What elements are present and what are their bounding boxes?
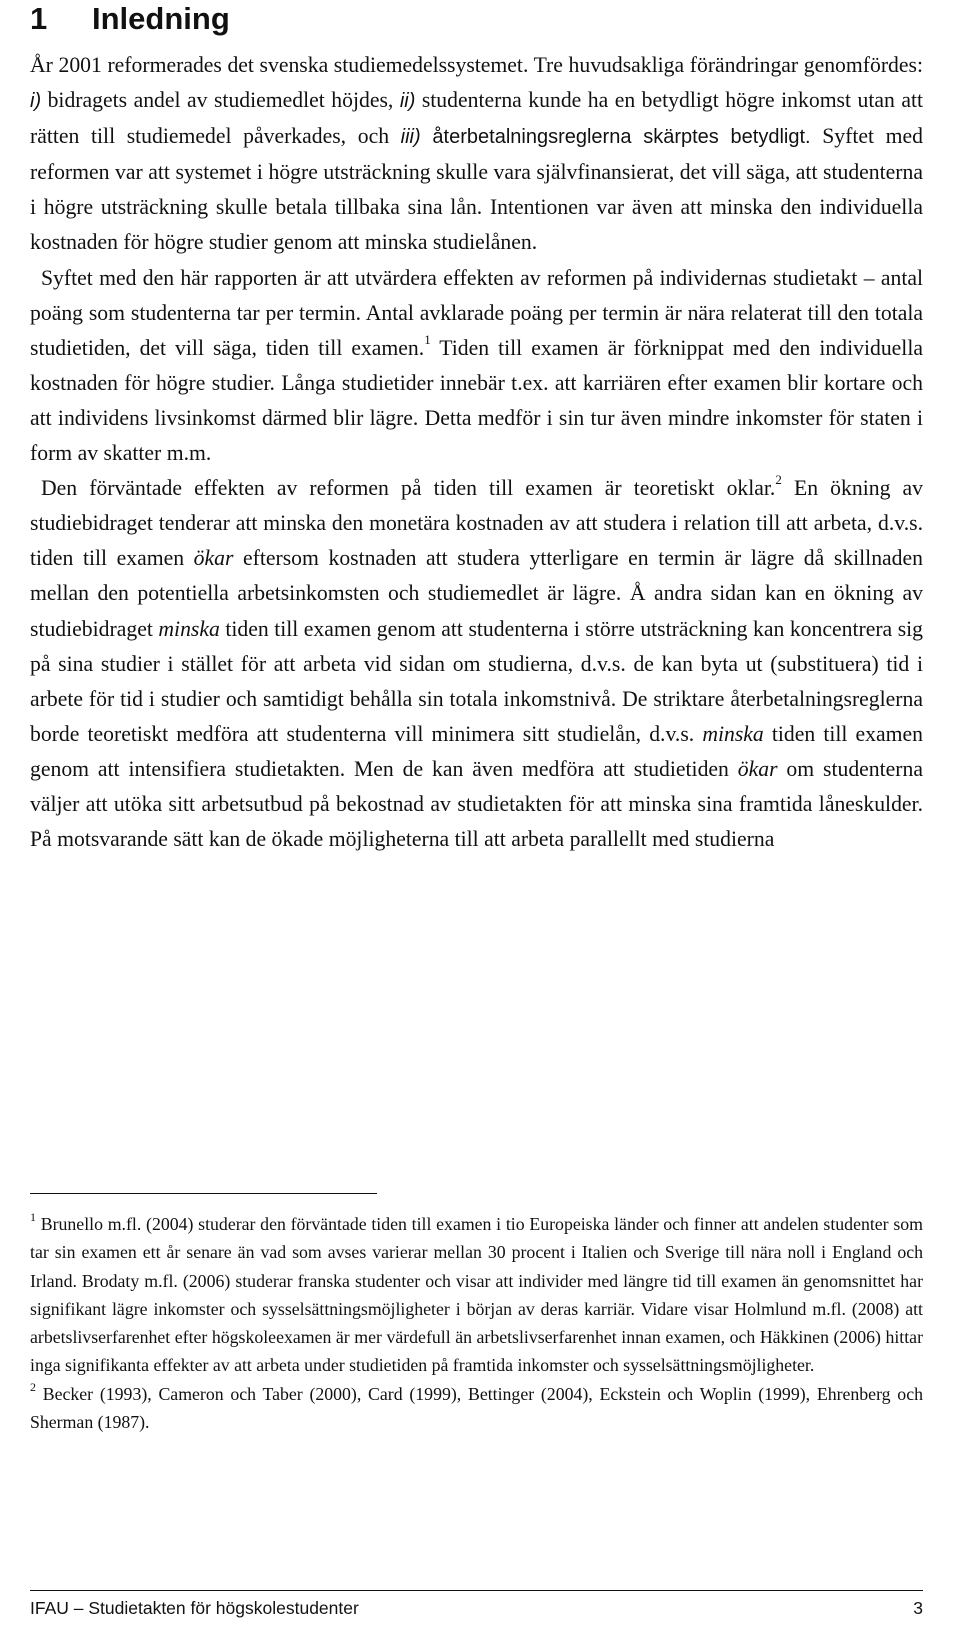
page-number: 3: [913, 1598, 923, 1618]
footnote-ref[interactable]: 1: [424, 331, 431, 347]
text-run: En ökning av studiebidraget tenderar att minska den monetära kostnaden av att studera i relation till att arbeta, d.v.s. tiden till examen: [30, 476, 923, 571]
text-run: Den förväntade effekten av reformen på tiden till examen är teoretiskt oklar.: [41, 476, 776, 501]
enum-marker: i): [30, 90, 42, 113]
text-run: Syftet med den här rapporten är att utvärdera effekten av reformen på individernas studietakt – antal poäng som studenterna tar per termin. Antal avklarade poäng per termin är nära relaterat till den totala studietiden, det vill säga, tiden till examen.: [30, 265, 923, 360]
footnote-number: 2: [30, 1379, 36, 1394]
paragraph-2: [30, 261, 923, 472]
document-page: [30, 0, 923, 857]
emphasis: ökar: [193, 546, 234, 571]
section-title: Inledning: [92, 1, 230, 36]
text-run: om studenterna väljer att utöka sitt arbetsutbud på bekostnad av studietakten för att minska sina framtida låneskulder. På motsvarande sätt kan de ökade möjligheterna till att arbeta parallellt med studierna: [30, 756, 923, 852]
body-text: [30, 48, 923, 857]
footnotes: [30, 1210, 923, 1436]
emphasis: minska: [702, 721, 764, 746]
section-number: 1: [30, 1, 48, 36]
footnote-2: [30, 1380, 923, 1437]
footer-separator: [30, 1590, 923, 1591]
paragraph-1: [30, 48, 923, 261]
section-heading: [30, 0, 923, 38]
text-run: studenterna kunde ha en betydligt högre inkomst utan att rätten till studiemedel påverkades, och: [30, 88, 924, 149]
footnote-number: 1: [30, 1210, 36, 1225]
footnote-text: Brunello m.fl. (2004) studerar den förväntade tiden till examen i tio Europeiska länder och finner att andelen studenter som tar sin examen ett år senare än vad som avses varierar mellan 30 procent i Italien och Sverige till nära noll i England och Irland. Brodaty m.fl. (2006) studerar franska studenter och visar att individer med längre tid till examen än genomsnittet har signifikant lägre inkomster och sysselsättningsmöjligheter i början av deras karriär. Vidare visar Holmlund m.fl. (2008) att arbetslivserfarenhet efter högskoleexamen är mer värdefull än arbetslivserfarenhet innan examen, och Häkkinen (2006) hittar inga signifikanta effekter av att arbeta under studietiden på framtida inkomster och sysselsättningsmöjligheter.: [30, 1214, 923, 1376]
text-run: År 2001 reformerades det svenska studiemedelssystemet. Tre huvudsakliga förändringar genomfördes:: [30, 53, 923, 77]
page-footer: [30, 1596, 923, 1620]
footnote-separator: [30, 1193, 377, 1194]
text-run: Syftet med reformen var att systemet i högre utsträckning skulle vara självfinansierat, det vill säga, att studenterna i högre utsträckning skulle betala tillbaka sina lån. Intentionen var även att minska den individuella kostnaden för högre studier genom att minska studielånen.: [30, 124, 923, 255]
footnote-ref[interactable]: 2: [775, 471, 782, 487]
text-run: bidragets andel av studiemedlet höjdes,: [41, 88, 400, 113]
enum-marker: iii): [400, 126, 421, 149]
text-run: Tiden till examen är förknippat med den individuella kostnaden för högre studier. Långa studietider innebär t.ex. att karriären efter examen blir kortare och att individens livsinkomst därmed blir lägre. Detta medför i sin tur även mindre inkomster för staten i form av skatter m.m.: [30, 335, 923, 466]
text-run: eftersom kostnaden att studera ytterligare en termin är lägre då skillnaden mellan den potentiella arbetsinkomsten och studiemedlet är lägre. Å andra sidan kan en ökning av studiebidraget: [30, 546, 923, 641]
footer-title: IFAU – Studietakten för högskolestudenter: [30, 1598, 359, 1618]
emphasis: ökar: [737, 756, 778, 781]
text-run: tiden till examen genom att intensifiera studietakten. Men de kan även medföra att studietiden: [30, 721, 923, 781]
paragraph-3: [30, 471, 923, 857]
footnote-1: [30, 1210, 923, 1380]
emphasis: minska: [158, 616, 220, 641]
footnote-text: Becker (1993), Cameron och Taber (2000), Card (1999), Bettinger (2004), Eckstein och Woplin (1999), Ehrenberg och Sherman (1987).: [30, 1383, 923, 1433]
text-run: återbetalningsreglerna skärptes betydligt.: [420, 126, 811, 149]
text-run: tiden till examen genom att studenterna i större utsträckning kan koncentrera sig på sina studier i stället för att arbeta vid sidan om studierna, d.v.s. de kan byta ut (substituera) tid i arbete för tid i studier och samtidigt behålla sin totala inkomstnivå. De striktare återbetalningsreglerna borde teoretiskt medföra att studenterna vill minimera sitt studielån, d.v.s.: [30, 616, 923, 746]
enum-marker: ii): [399, 90, 416, 113]
